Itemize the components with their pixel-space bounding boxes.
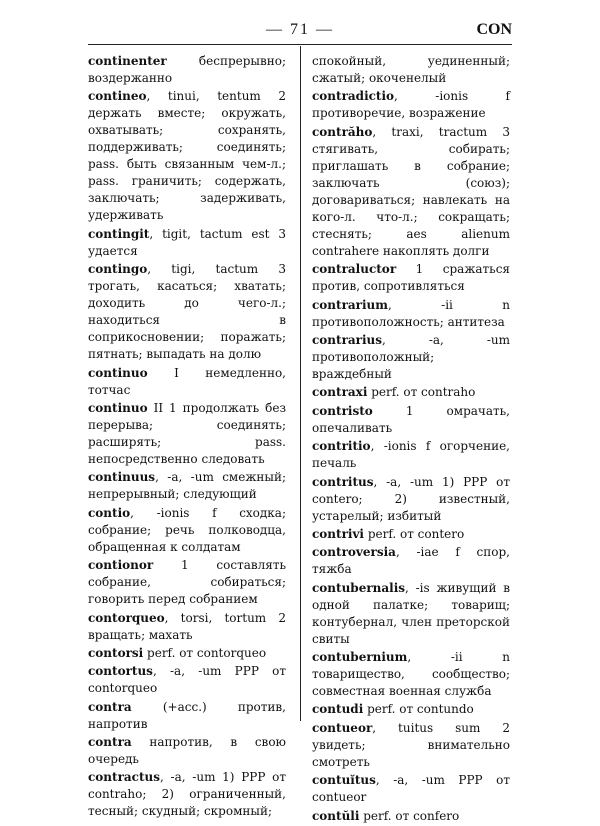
entry-definition: perf. от contorqueo bbox=[143, 645, 267, 660]
dictionary-entry bbox=[312, 474, 510, 525]
entry-headword: continuo bbox=[88, 365, 148, 380]
entry-headword: continenter bbox=[88, 54, 167, 68]
entry-headword: contritio bbox=[312, 439, 371, 454]
entry-headword: contingo bbox=[88, 262, 148, 277]
entry-headword: controversia bbox=[312, 545, 396, 560]
dictionary-entry bbox=[312, 649, 510, 700]
entry-definition: напротив, в свою очередь bbox=[88, 735, 286, 767]
dictionary-entry bbox=[312, 332, 510, 383]
entry-definition: , -a, -um 1) PPP от contraho; 2) ограниченный, тесный; скудный; скромный; bbox=[88, 770, 286, 819]
column-divider bbox=[300, 46, 301, 721]
dictionary-entry bbox=[312, 438, 510, 472]
entry-definition: (+acc.) против, напротив bbox=[88, 699, 286, 731]
dictionary-entry bbox=[88, 88, 286, 224]
entry-headword: contrarium bbox=[312, 297, 388, 312]
dictionary-entry bbox=[88, 365, 286, 399]
dictionary-entry bbox=[88, 469, 286, 503]
entry-definition: 1 омрачать, опечаливать bbox=[312, 403, 510, 435]
entry-headword: contrăho bbox=[312, 124, 373, 139]
dictionary-entry bbox=[312, 526, 510, 543]
entry-headword: contio bbox=[88, 505, 131, 520]
entry-definition: , -a, -um смежный; непрерывный; следующий bbox=[88, 470, 286, 502]
entry-headword: contraluctor bbox=[312, 262, 397, 277]
entry-definition: , tinui, tentum 2 держать вместе; окружать, охватывать; сохранять, поддерживать; соединять; pass. быть связанным чем-л.; pass. граничить; содержать, заключать; задерживать, удерживать bbox=[88, 89, 286, 223]
entry-headword: contorqueo bbox=[88, 610, 165, 625]
entry-headword: continuo bbox=[88, 400, 148, 415]
header-rule bbox=[88, 44, 512, 45]
dictionary-entry bbox=[312, 297, 510, 331]
entry-headword: contritus bbox=[312, 474, 374, 489]
entry-definition: , -iae f спор, тяжба bbox=[312, 545, 510, 577]
dictionary-entry bbox=[88, 663, 286, 697]
entry-headword: continuus bbox=[88, 470, 156, 485]
entry-headword: contuĭtus bbox=[312, 773, 376, 788]
entry-headword: contristo bbox=[312, 403, 373, 418]
entry-definition: , -ionis f противоречие, возражение bbox=[312, 89, 510, 121]
dictionary-entry bbox=[88, 769, 286, 820]
entry-definition: беспрерывно; воздержанно bbox=[88, 54, 286, 85]
entry-definition: , tigit, tactum est 3 удается bbox=[88, 226, 286, 258]
entry-headword: contradictio bbox=[312, 89, 395, 104]
entry-definition: perf. от contero bbox=[364, 526, 465, 541]
dictionary-entry bbox=[312, 88, 510, 122]
entry-definition: 1 составлять собрание, собираться; говорить перед собранием bbox=[88, 558, 286, 607]
entry-definition: , -is живущий в одной палатке; товарищ; контубернал, член преторской свиты bbox=[312, 580, 510, 646]
entry-definition: , torsi, tortum 2 вращать; махать bbox=[88, 610, 286, 642]
entry-definition: спокойный, уединенный; сжатый; окоченелый bbox=[312, 54, 510, 85]
dictionary-entry bbox=[312, 124, 510, 260]
entry-definition: 1 сражаться против, сопротивляться bbox=[312, 262, 510, 294]
entry-definition: , -a, -um PPP от contorqueo bbox=[88, 664, 286, 696]
entry-headword: contortus bbox=[88, 664, 153, 679]
entry-headword: contionor bbox=[88, 558, 154, 573]
entry-definition: perf. от contundo bbox=[363, 702, 474, 717]
dictionary-entry bbox=[312, 701, 510, 718]
entry-definition: perf. от contraho bbox=[367, 385, 476, 400]
entry-headword: contubernalis bbox=[312, 580, 406, 595]
dictionary-entry bbox=[88, 557, 286, 608]
entry-headword: contra bbox=[88, 735, 132, 750]
entry-definition: , -a, -um противоположный; враждебный bbox=[312, 332, 510, 381]
entry-headword: contractus bbox=[88, 770, 161, 785]
dictionary-entry bbox=[312, 261, 510, 295]
dictionary-entry bbox=[88, 610, 286, 644]
entry-definition: , -a, -um PPP от contueor bbox=[312, 773, 510, 805]
entry-headword: contŭli bbox=[312, 808, 360, 823]
entry-headword: contueor bbox=[312, 720, 373, 735]
entry-definition: , -ionis f сходка; собрание; речь полководца, обращенная к солдатам bbox=[88, 505, 286, 554]
dictionary-entry bbox=[312, 580, 510, 648]
entry-definition: , -a, -um 1) PPP от contero; 2) известный, устарелый; избитый bbox=[312, 474, 510, 523]
page-number: — 71 — bbox=[266, 21, 334, 38]
dictionary-entry bbox=[88, 505, 286, 556]
entry-headword: contrarius bbox=[312, 332, 383, 347]
entry-headword: contubernium bbox=[312, 650, 408, 665]
dictionary-entry bbox=[88, 734, 286, 768]
dictionary-entry bbox=[88, 261, 286, 363]
dictionary-entry bbox=[88, 699, 286, 733]
entry-definition: perf. от confero bbox=[359, 808, 460, 823]
entry-definition: II 1 продолжать без перерыва; соединять; расширять; pass. непосредственно следовать bbox=[88, 400, 286, 466]
dictionary-entry bbox=[88, 226, 286, 260]
right-column bbox=[312, 53, 510, 826]
entry-definition: , tuitus sum 2 увидеть; внимательно смотреть bbox=[312, 720, 510, 769]
dictionary-entry bbox=[312, 384, 510, 401]
dictionary-entry bbox=[88, 53, 286, 87]
entry-definition: , -ii n товарищество, сообщество; совместная военная служба bbox=[312, 650, 510, 699]
entry-headword: contorsi bbox=[88, 645, 144, 660]
dictionary-entry bbox=[312, 808, 510, 825]
page-header bbox=[88, 18, 512, 44]
entry-headword: contingit bbox=[88, 226, 150, 241]
entry-definition: , -ii n противоположность; антитеза bbox=[312, 297, 510, 329]
entry-headword: contraxi bbox=[312, 385, 368, 400]
dictionary-entry bbox=[312, 772, 510, 806]
dictionary-entry bbox=[312, 544, 510, 578]
entry-headword: contrivi bbox=[312, 526, 364, 541]
entry-definition: , traxi, tractum 3 стягивать, собирать; приглашать в собрание; заключать (союз); договариваться; навлекать на кого-л. что-л.; сокращать; стеснять; aes alienum contrahere накоплять долги bbox=[312, 124, 510, 258]
entry-definition: I немедленно, тотчас bbox=[88, 365, 286, 397]
entry-definition: , tigi, tactum 3 трогать, касаться; хватать; доходить до чего-л.; находиться в соприкосновении; поражать; пятнать; выпадать на долю bbox=[88, 262, 286, 362]
entry-headword: contra bbox=[88, 699, 132, 714]
left-column bbox=[88, 53, 286, 822]
entry-headword: contudi bbox=[312, 702, 364, 717]
dictionary-entry bbox=[312, 53, 510, 87]
section-letters: CON bbox=[476, 21, 512, 38]
dictionary-entry bbox=[312, 403, 510, 437]
entry-definition: , -ionis f огорчение, печаль bbox=[312, 439, 510, 471]
entry-headword: contineo bbox=[88, 89, 147, 104]
dictionary-entry bbox=[88, 645, 286, 662]
dictionary-entry bbox=[312, 720, 510, 771]
dictionary-entry bbox=[88, 400, 286, 468]
